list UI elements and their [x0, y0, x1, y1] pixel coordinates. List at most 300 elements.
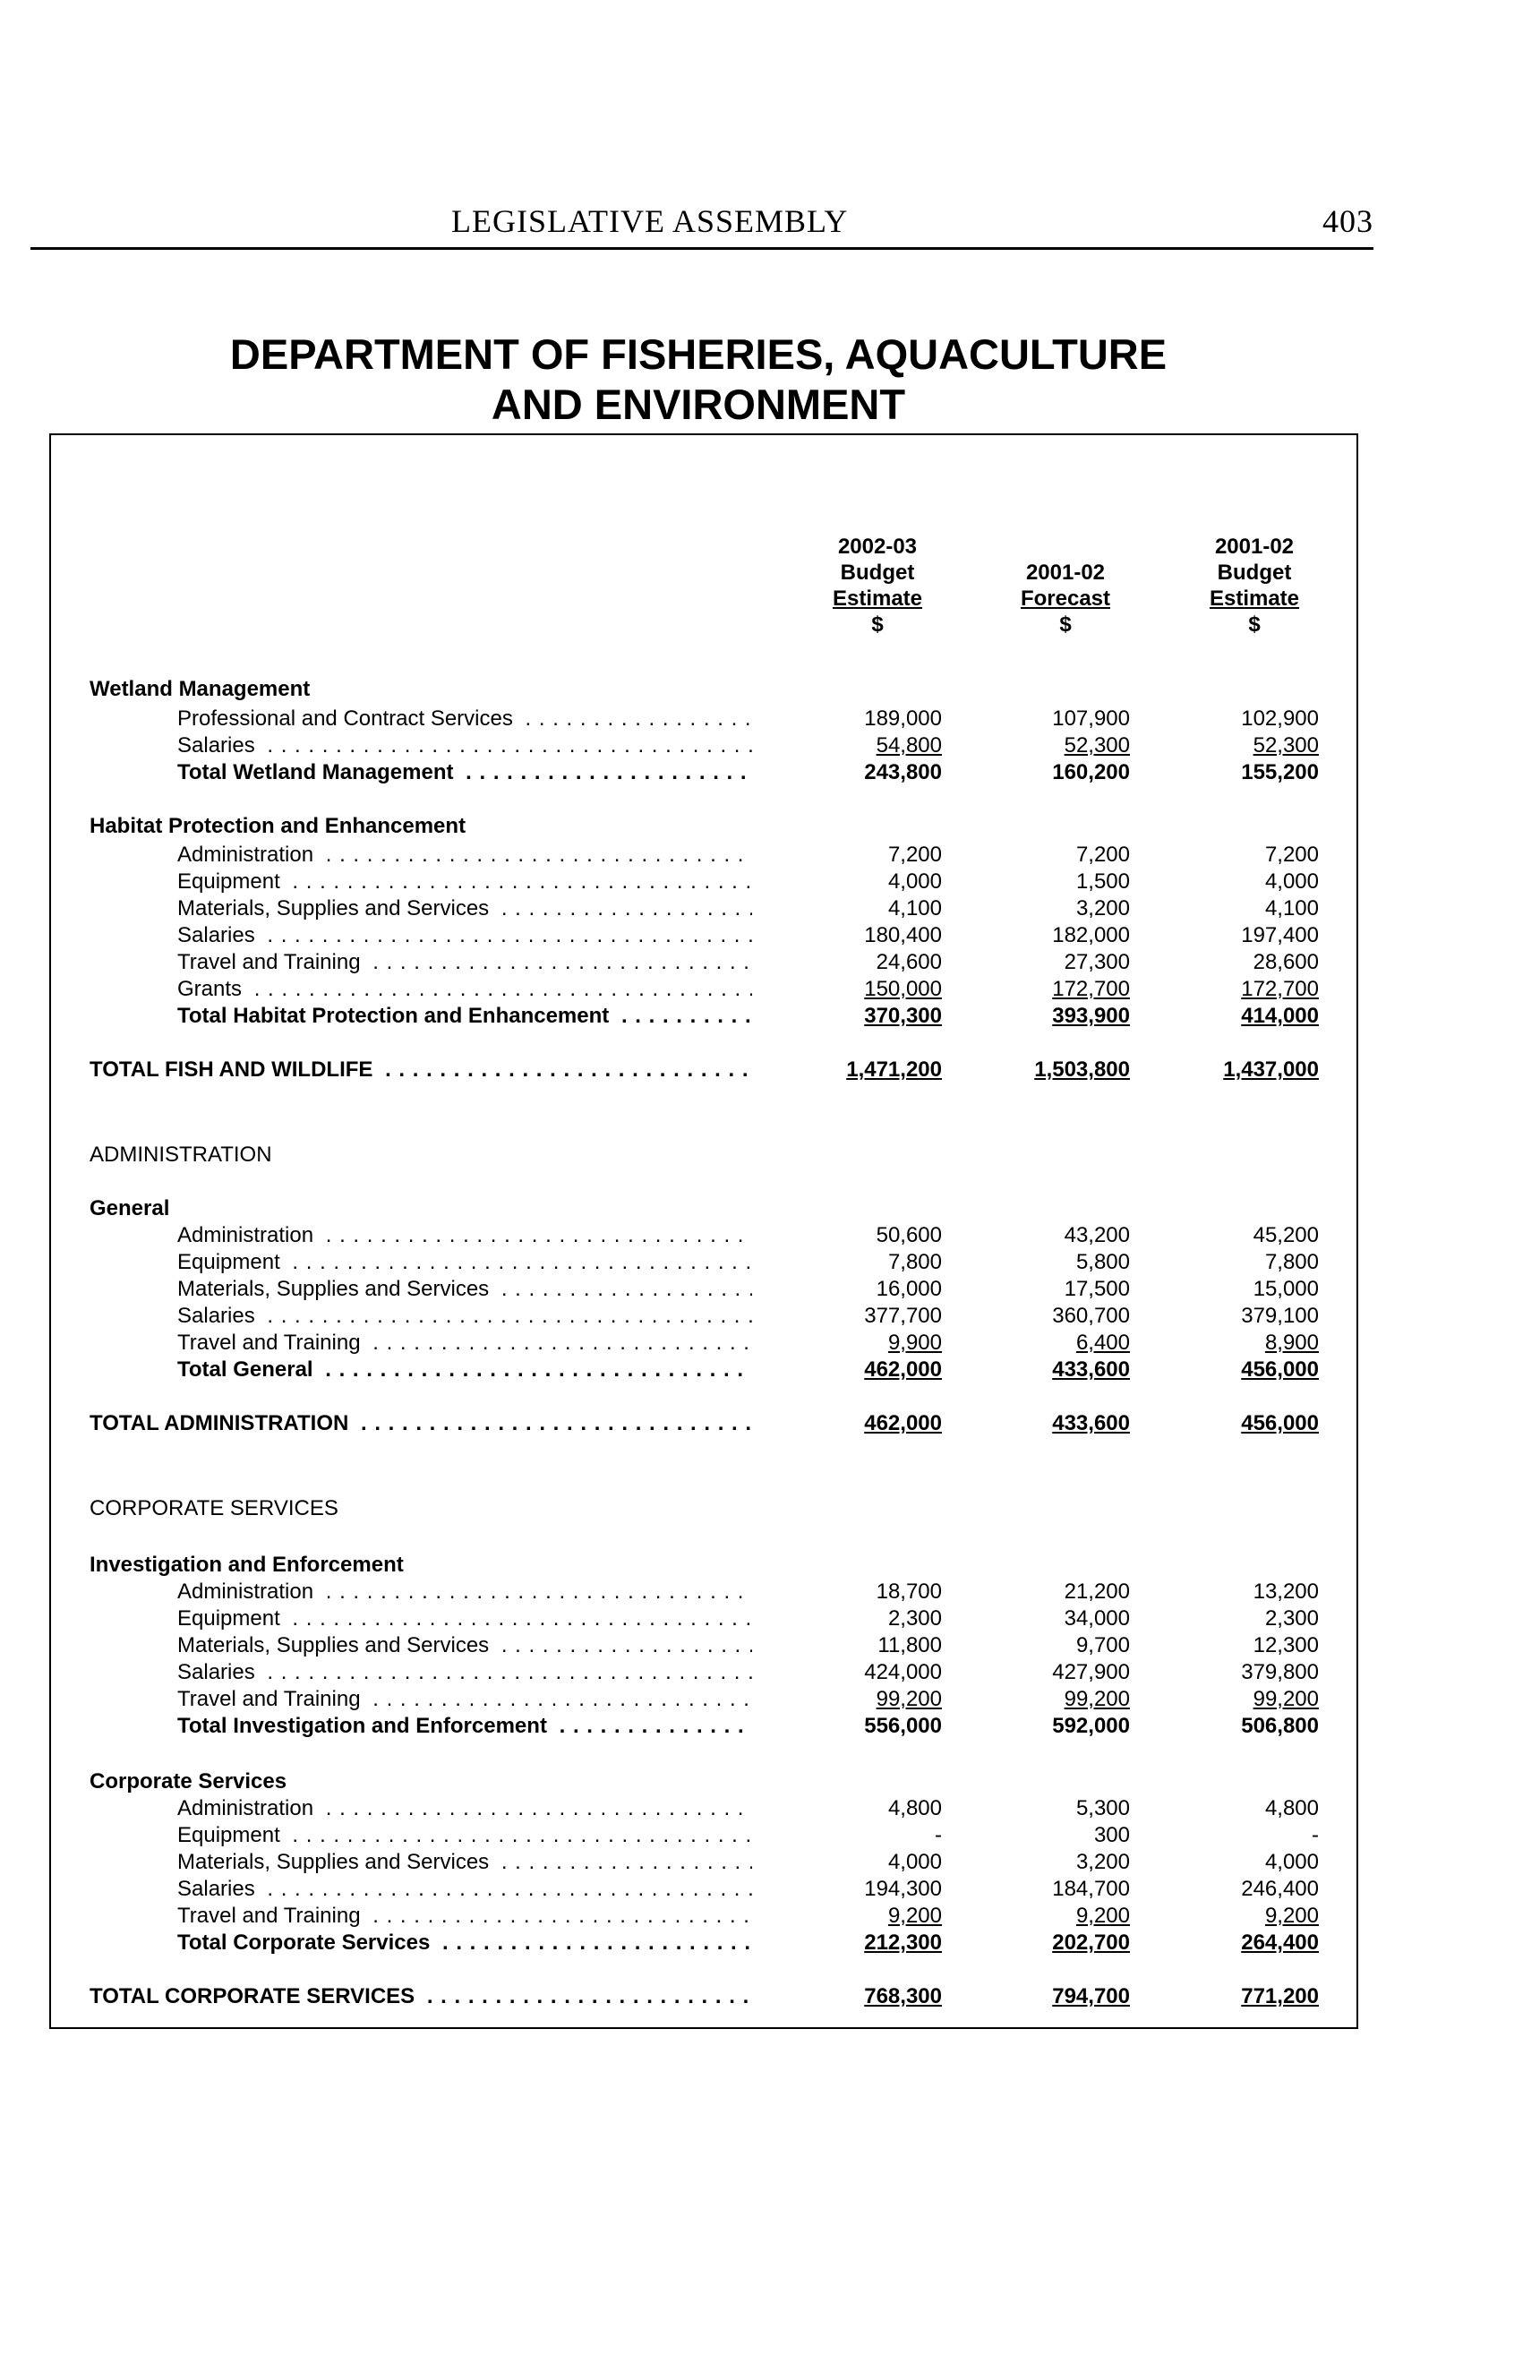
row-label-text: Salaries — [177, 733, 261, 758]
row-value-text: 379,800 — [1241, 1660, 1319, 1684]
row-label — [177, 759, 752, 786]
row-value-col-2 — [951, 1983, 1130, 2010]
column-header-line: Budget — [840, 561, 915, 585]
row-value-text: 771,200 — [1241, 1984, 1319, 2008]
row-label — [177, 1003, 752, 1030]
row-value-col-1 — [763, 1795, 942, 1822]
table-row-item — [0, 1903, 1334, 1930]
table-row-total — [0, 1713, 1334, 1740]
row-value-col-3 — [1140, 842, 1319, 869]
row-value-col-3 — [1140, 1605, 1319, 1632]
row-value-text: 172,700 — [1052, 977, 1130, 1001]
row-value-col-3 — [1140, 759, 1319, 786]
row-value-col-1 — [763, 1276, 942, 1303]
row-label — [90, 1983, 752, 2010]
row-label — [177, 922, 752, 949]
row-label-text: Materials, Supplies and Services — [177, 1277, 494, 1301]
row-value-text: 15,000 — [1253, 1277, 1319, 1301]
row-value-col-1 — [763, 1686, 942, 1713]
row-value-text: 107,900 — [1052, 706, 1130, 731]
row-value-text: 3,200 — [1075, 1850, 1130, 1874]
row-label — [177, 869, 752, 895]
row-value-text: 8,900 — [1264, 1331, 1319, 1355]
row-label — [177, 732, 752, 759]
table-row-item — [0, 842, 1334, 869]
column-header-line: 2001-02 — [1025, 561, 1106, 585]
row-value-text: 11,800 — [877, 1633, 942, 1657]
row-value-text: 1,503,800 — [1034, 1057, 1130, 1082]
row-label-text: TOTAL ADMINISTRATION — [90, 1411, 354, 1435]
row-value-col-1 — [763, 1605, 942, 1632]
row-label-text: ADMINISTRATION — [90, 1143, 278, 1167]
table-row-item — [0, 706, 1334, 732]
row-value-text: 246,400 — [1241, 1877, 1319, 1901]
row-value-text: 160,200 — [1052, 760, 1130, 784]
row-label-text: Materials, Supplies and Services — [177, 896, 494, 920]
row-value-text: 4,000 — [1264, 869, 1319, 894]
row-label-text: Wetland Management — [90, 677, 315, 701]
row-label — [177, 1903, 752, 1930]
row-label-text: Materials, Supplies and Services — [177, 1633, 494, 1657]
column-header-unit: $ — [1059, 612, 1072, 637]
row-value-col-2 — [951, 1632, 1130, 1659]
row-label-text: Total Habitat Protection and Enhancement — [177, 1004, 614, 1028]
row-value-col-3 — [1140, 732, 1319, 759]
column-header-line — [994, 534, 1137, 560]
table-row-item — [0, 869, 1334, 895]
row-value-text: 556,000 — [864, 1714, 942, 1738]
row-value-text: 12,300 — [1253, 1633, 1319, 1657]
column-header-2002-03-estimate — [806, 534, 949, 638]
row-value-text: 5,800 — [1075, 1250, 1130, 1274]
row-value-col-3 — [1140, 1357, 1319, 1383]
table-row-item — [0, 895, 1334, 922]
row-label-text: Administration — [177, 1580, 319, 1604]
department-title-line-1: DEPARTMENT OF FISHERIES, AQUACULTURE — [229, 330, 1168, 378]
row-value-col-1 — [763, 1579, 942, 1605]
row-value-col-3 — [1140, 949, 1319, 976]
row-value-text: 9,200 — [1264, 1904, 1319, 1928]
table-row-item — [0, 1795, 1334, 1822]
row-value-col-1 — [763, 759, 942, 786]
table-row-item — [0, 1222, 1334, 1249]
table-row-item — [0, 1276, 1334, 1303]
row-value-col-3 — [1140, 1713, 1319, 1740]
column-header-unit: $ — [871, 612, 884, 637]
row-value-col-1 — [763, 1876, 942, 1903]
row-value-col-2 — [951, 842, 1130, 869]
column-header-2001-02-estimate — [1183, 534, 1326, 638]
row-value-text: 182,000 — [1052, 923, 1130, 947]
row-value-col-1 — [763, 869, 942, 895]
row-value-text: - — [1312, 1823, 1319, 1847]
row-value-text: 50,600 — [876, 1223, 942, 1247]
row-value-col-2 — [951, 895, 1130, 922]
row-label — [177, 1222, 752, 1249]
row-label — [177, 1330, 752, 1357]
row-value-col-3 — [1140, 1849, 1319, 1876]
row-value-text: 768,300 — [864, 1984, 942, 2008]
row-label-text: CORPORATE SERVICES — [90, 1496, 344, 1520]
row-label-text: Equipment — [177, 1823, 286, 1847]
row-value-col-2 — [951, 1930, 1130, 1956]
row-value-text: 180,400 — [864, 923, 942, 947]
table-row-section — [0, 813, 1334, 840]
row-value-col-2 — [951, 1686, 1130, 1713]
row-value-col-2 — [951, 1903, 1130, 1930]
row-value-col-1 — [763, 1983, 942, 2010]
row-value-col-3 — [1140, 1659, 1319, 1686]
row-label — [90, 1552, 752, 1579]
table-row-item — [0, 1303, 1334, 1330]
row-value-col-3 — [1140, 1249, 1319, 1276]
row-value-text: 1,437,000 — [1223, 1057, 1319, 1082]
row-label-text: Investigation and Enforcement — [90, 1553, 409, 1577]
page-header — [30, 197, 1373, 250]
row-label-text: Administration — [177, 1223, 319, 1247]
row-value-text: 433,600 — [1052, 1411, 1130, 1435]
row-label — [90, 1195, 752, 1222]
row-value-text: 1,500 — [1075, 869, 1130, 894]
row-value-col-2 — [951, 1410, 1130, 1437]
table-row-section — [0, 676, 1334, 703]
row-value-col-1 — [763, 1330, 942, 1357]
row-value-text: 18,700 — [876, 1580, 942, 1604]
row-value-col-3 — [1140, 1303, 1319, 1330]
row-value-text: 427,900 — [1052, 1660, 1130, 1684]
row-label-text: Salaries — [177, 923, 261, 947]
row-value-col-1 — [763, 1713, 942, 1740]
row-value-text: 370,300 — [864, 1004, 942, 1028]
column-header-line: Budget — [1217, 561, 1292, 585]
row-value-col-1 — [763, 1303, 942, 1330]
row-value-text: 155,200 — [1241, 760, 1319, 784]
column-header-unit: $ — [1248, 612, 1261, 637]
row-value-col-3 — [1140, 869, 1319, 895]
table-row-item — [0, 1849, 1334, 1876]
row-label-text: Habitat Protection and Enhancement — [90, 814, 471, 838]
row-value-col-2 — [951, 922, 1130, 949]
row-label-text: Salaries — [177, 1877, 261, 1901]
row-value-col-1 — [763, 1849, 942, 1876]
row-value-text: 243,800 — [864, 760, 942, 784]
row-value-col-1 — [763, 895, 942, 922]
row-label — [90, 813, 752, 840]
table-row-item — [0, 1659, 1334, 1686]
row-value-col-3 — [1140, 1057, 1319, 1083]
row-value-col-2 — [951, 949, 1130, 976]
row-value-text: 4,000 — [887, 869, 942, 894]
row-label — [90, 1142, 752, 1169]
table-row-item — [0, 1876, 1334, 1903]
row-value-text: 393,900 — [1052, 1004, 1130, 1028]
table-row-item — [0, 1330, 1334, 1357]
row-value-text: 102,900 — [1241, 706, 1319, 731]
row-label — [177, 1713, 752, 1740]
row-value-col-3 — [1140, 1579, 1319, 1605]
row-value-col-1 — [763, 1057, 942, 1083]
row-value-col-1 — [763, 1003, 942, 1030]
row-value-col-2 — [951, 976, 1130, 1003]
row-value-col-1 — [763, 1249, 942, 1276]
row-value-text: 456,000 — [1241, 1411, 1319, 1435]
row-value-col-2 — [951, 1713, 1130, 1740]
row-value-text: 54,800 — [876, 733, 942, 758]
row-label — [177, 1930, 752, 1956]
row-value-text: 4,800 — [1264, 1796, 1319, 1820]
table-row-heading — [0, 1142, 1334, 1169]
row-value-text: 45,200 — [1253, 1223, 1319, 1247]
row-value-text: 377,700 — [864, 1304, 942, 1328]
column-header-line: Forecast — [1020, 586, 1111, 611]
table-row-section — [0, 1552, 1334, 1579]
row-label — [177, 1303, 752, 1330]
row-label — [177, 1659, 752, 1686]
row-value-text: 212,300 — [864, 1931, 942, 1955]
row-value-col-3 — [1140, 922, 1319, 949]
row-value-col-3 — [1140, 1983, 1319, 2010]
row-value-text: 28,600 — [1253, 950, 1319, 974]
table-row-grand — [0, 1410, 1334, 1437]
row-value-col-2 — [951, 1303, 1130, 1330]
row-value-col-3 — [1140, 1795, 1319, 1822]
row-value-col-1 — [763, 1632, 942, 1659]
row-label — [90, 1495, 752, 1522]
row-value-text: 99,200 — [1253, 1687, 1319, 1711]
row-label-text: Equipment — [177, 1606, 286, 1631]
row-label-text: Salaries — [177, 1660, 261, 1684]
row-value-text: 34,000 — [1064, 1606, 1130, 1631]
row-label-text: Travel and Training — [177, 1904, 366, 1928]
row-value-col-1 — [763, 732, 942, 759]
row-label — [177, 1605, 752, 1632]
row-value-text: 4,100 — [887, 896, 942, 920]
row-value-text: 360,700 — [1052, 1304, 1130, 1328]
row-value-col-2 — [951, 732, 1130, 759]
row-label — [177, 895, 752, 922]
column-header-line: 2002-03 — [837, 535, 918, 559]
row-value-text: 194,300 — [864, 1877, 942, 1901]
row-label — [90, 676, 752, 703]
row-value-text: 300 — [1093, 1823, 1130, 1847]
row-label — [177, 1876, 752, 1903]
row-value-col-3 — [1140, 895, 1319, 922]
row-value-col-3 — [1140, 976, 1319, 1003]
row-value-text: 7,200 — [1075, 843, 1130, 867]
row-value-col-2 — [951, 1795, 1130, 1822]
row-value-col-3 — [1140, 1876, 1319, 1903]
row-label — [177, 1822, 752, 1849]
table-row-total — [0, 1003, 1334, 1030]
row-value-col-3 — [1140, 706, 1319, 732]
row-value-text: 172,700 — [1241, 977, 1319, 1001]
row-value-col-1 — [763, 1357, 942, 1383]
row-value-text: 24,600 — [876, 950, 942, 974]
row-value-text: 6,400 — [1075, 1331, 1130, 1355]
row-label-text: Professional and Contract Services — [177, 706, 518, 731]
row-value-text: 99,200 — [876, 1687, 942, 1711]
row-value-text: 264,400 — [1241, 1931, 1319, 1955]
department-title-line-2: AND ENVIRONMENT — [491, 381, 906, 428]
row-label-text: Total Wetland Management — [177, 760, 458, 784]
row-value-text: 1,471,200 — [846, 1057, 942, 1082]
row-value-col-3 — [1140, 1632, 1319, 1659]
row-value-col-1 — [763, 949, 942, 976]
row-value-text: 462,000 — [864, 1411, 942, 1435]
row-value-text: 4,100 — [1264, 896, 1319, 920]
row-value-text: 202,700 — [1052, 1931, 1130, 1955]
row-value-text: 189,000 — [864, 706, 942, 731]
row-label-text: Total Corporate Services — [177, 1931, 435, 1955]
row-value-text: 9,900 — [887, 1331, 942, 1355]
table-row-grand — [0, 1057, 1334, 1083]
row-value-text: 43,200 — [1064, 1223, 1130, 1247]
table-row-item — [0, 1686, 1334, 1713]
table-row-total — [0, 1357, 1334, 1383]
table-row-grand — [0, 1983, 1334, 2010]
row-label — [177, 976, 752, 1003]
row-label-text: Total General — [177, 1357, 319, 1382]
table-row-item — [0, 1822, 1334, 1849]
table-row-section — [0, 1195, 1334, 1222]
row-value-text: 2,300 — [1264, 1606, 1319, 1631]
row-label-text: Travel and Training — [177, 1687, 366, 1711]
row-value-col-2 — [951, 1659, 1130, 1686]
row-value-text: 462,000 — [864, 1357, 942, 1382]
row-value-text: 3,200 — [1075, 896, 1130, 920]
row-value-text: 9,700 — [1075, 1633, 1130, 1657]
row-value-col-2 — [951, 1276, 1130, 1303]
row-value-col-1 — [763, 976, 942, 1003]
table-row-item — [0, 732, 1334, 759]
row-value-text: 52,300 — [1253, 733, 1319, 758]
running-title: LEGISLATIVE ASSEMBLY — [451, 203, 849, 239]
row-value-text: 7,800 — [887, 1250, 942, 1274]
row-label-text: Travel and Training — [177, 1331, 366, 1355]
row-value-text: 414,000 — [1241, 1004, 1319, 1028]
row-label-text: Travel and Training — [177, 950, 366, 974]
row-value-text: 9,200 — [1075, 1904, 1130, 1928]
row-value-text: 16,000 — [876, 1277, 942, 1301]
row-label — [90, 1057, 752, 1083]
row-value-text: - — [935, 1823, 942, 1847]
table-row-item — [0, 1249, 1334, 1276]
table-row-heading — [0, 1495, 1334, 1522]
row-value-col-2 — [951, 1222, 1130, 1249]
row-value-col-1 — [763, 842, 942, 869]
row-value-col-3 — [1140, 1410, 1319, 1437]
row-value-col-3 — [1140, 1276, 1319, 1303]
row-label — [177, 1795, 752, 1822]
row-label — [177, 1686, 752, 1713]
row-value-col-2 — [951, 1876, 1130, 1903]
row-label-text: Salaries — [177, 1304, 261, 1328]
row-label-text: TOTAL CORPORATE SERVICES — [90, 1984, 420, 2008]
row-value-col-2 — [951, 759, 1130, 786]
department-title — [0, 330, 1397, 430]
row-label — [177, 1357, 752, 1383]
row-label-text: Corporate Services — [90, 1769, 292, 1794]
row-value-text: 4,000 — [1264, 1850, 1319, 1874]
row-value-text: 197,400 — [1241, 923, 1319, 947]
row-value-text: 27,300 — [1064, 950, 1130, 974]
table-row-item — [0, 949, 1334, 976]
row-value-text: 13,200 — [1253, 1580, 1319, 1604]
row-value-text: 424,000 — [864, 1660, 942, 1684]
column-header-line: Estimate — [832, 586, 923, 611]
row-value-text: 456,000 — [1241, 1357, 1319, 1382]
row-value-text: 794,700 — [1052, 1984, 1130, 2008]
row-value-col-1 — [763, 1822, 942, 1849]
row-value-col-3 — [1140, 1222, 1319, 1249]
row-value-col-3 — [1140, 1686, 1319, 1713]
row-value-col-1 — [763, 922, 942, 949]
row-value-text: 7,800 — [1264, 1250, 1319, 1274]
row-value-text: 5,300 — [1075, 1796, 1130, 1820]
row-value-text: 506,800 — [1241, 1714, 1319, 1738]
row-value-col-2 — [951, 1822, 1130, 1849]
row-value-col-1 — [763, 1410, 942, 1437]
row-value-col-1 — [763, 1659, 942, 1686]
row-value-text: 379,100 — [1241, 1304, 1319, 1328]
row-label — [177, 1579, 752, 1605]
row-value-col-1 — [763, 706, 942, 732]
row-value-text: 4,000 — [887, 1850, 942, 1874]
row-value-text: 592,000 — [1052, 1714, 1130, 1738]
row-value-col-2 — [951, 706, 1130, 732]
row-value-text: 4,800 — [887, 1796, 942, 1820]
row-value-text: 9,200 — [887, 1904, 942, 1928]
row-value-col-2 — [951, 869, 1130, 895]
row-label — [177, 842, 752, 869]
row-value-col-2 — [951, 1003, 1130, 1030]
row-label-text: Materials, Supplies and Services — [177, 1850, 494, 1874]
row-label — [177, 1849, 752, 1876]
row-value-text: 52,300 — [1064, 733, 1130, 758]
row-value-col-1 — [763, 1222, 942, 1249]
row-label-text: General — [90, 1196, 175, 1220]
row-value-text: 7,200 — [887, 843, 942, 867]
row-label-text: TOTAL FISH AND WILDLIFE — [90, 1057, 378, 1082]
row-value-text: 99,200 — [1064, 1687, 1130, 1711]
table-row-item — [0, 1632, 1334, 1659]
row-value-text: 433,600 — [1052, 1357, 1130, 1382]
row-value-col-2 — [951, 1849, 1130, 1876]
row-value-text: 21,200 — [1064, 1580, 1130, 1604]
row-label-text: Administration — [177, 1796, 319, 1820]
table-row-item — [0, 922, 1334, 949]
row-value-text: 2,300 — [887, 1606, 942, 1631]
table-row-section — [0, 1768, 1334, 1795]
row-value-text: 7,200 — [1264, 843, 1319, 867]
row-label — [177, 1632, 752, 1659]
row-value-col-2 — [951, 1605, 1130, 1632]
row-label — [177, 706, 752, 732]
row-label — [90, 1410, 752, 1437]
row-label-text: Grants — [177, 977, 247, 1001]
row-value-col-2 — [951, 1330, 1130, 1357]
row-label — [90, 1768, 752, 1795]
table-row-item — [0, 1605, 1334, 1632]
row-value-col-3 — [1140, 1822, 1319, 1849]
row-value-col-2 — [951, 1579, 1130, 1605]
row-label-text: Administration — [177, 843, 319, 867]
column-header-2001-02-forecast — [994, 534, 1137, 638]
column-header-line: Estimate — [1209, 586, 1300, 611]
row-value-col-2 — [951, 1357, 1130, 1383]
table-row-item — [0, 1579, 1334, 1605]
row-label — [177, 949, 752, 976]
